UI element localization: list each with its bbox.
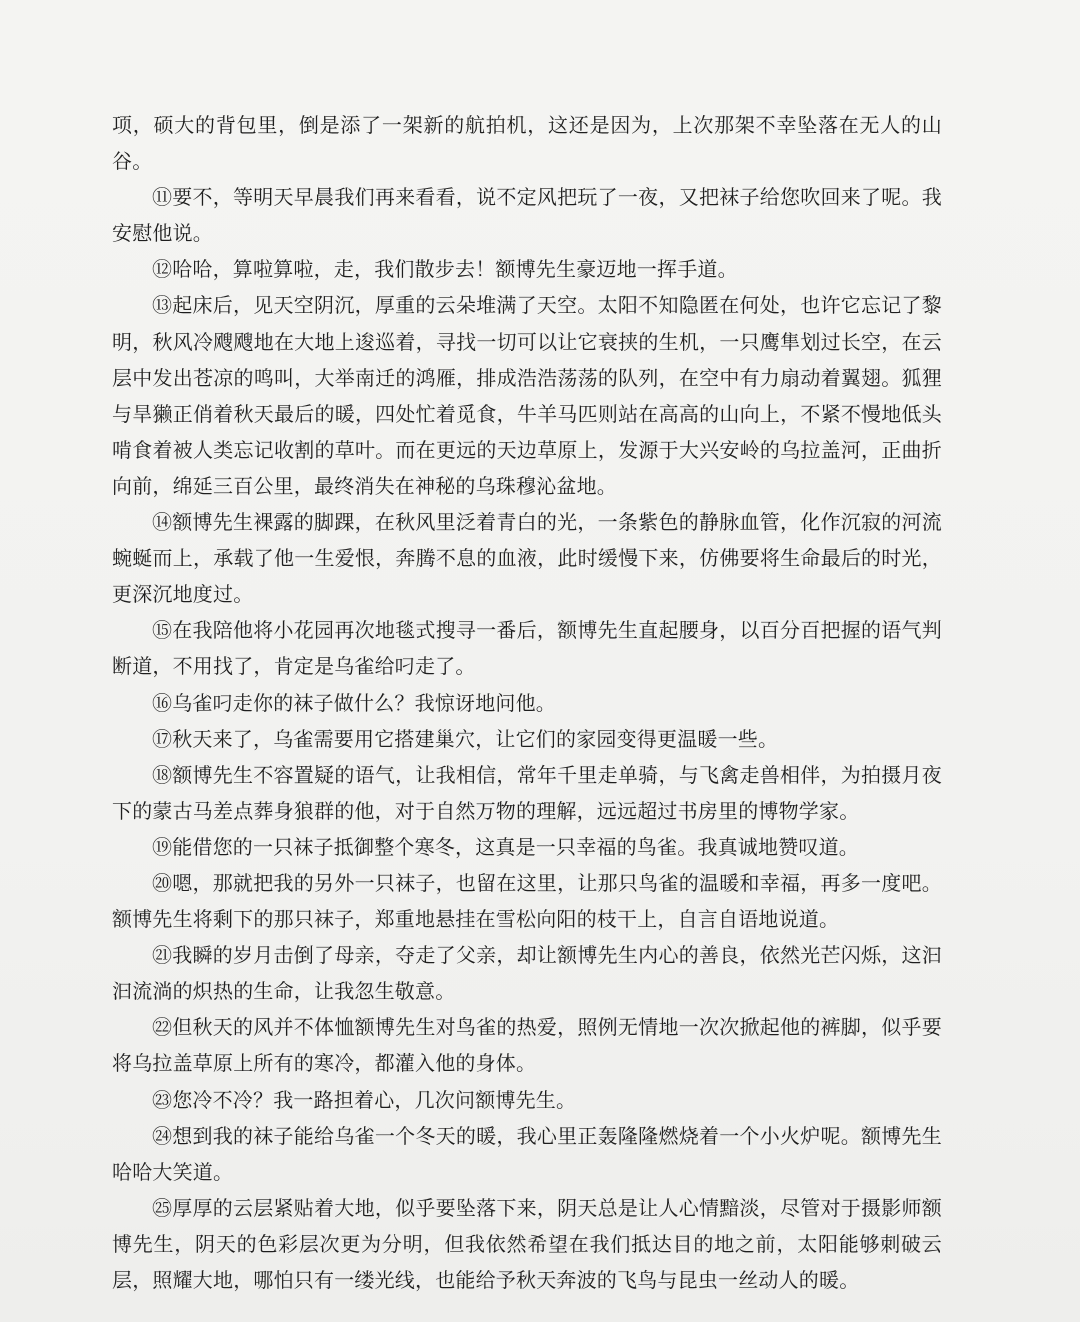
paragraph-24: ㉔想到我的袜子能给乌雀一个冬天的暖，我心里正轰隆隆燃烧着一个小火炉呢。额博先生哈哈大笑道。 <box>112 1123 942 1184</box>
paragraph-12: ⑫哈哈，算啦算啦，走，我们散步去！额博先生豪迈地一挥手道。 <box>152 257 738 282</box>
paragraph-20: ⑳嗯，那就把我的另外一只袜子，也留在这里，让那只鸟雀的温暖和幸福，再多一度吧。额博先生将剩下的那只袜子，郑重地悬挂在雪松向阳的枝干上，自言自语地说道。 <box>112 870 942 932</box>
text-column <box>112 107 942 1298</box>
paragraph-19: ⑲能借您的一只袜子抵御整个寒冬，这真是一只幸福的鸟雀。我真诚地赞叹道。 <box>152 834 859 859</box>
paragraph-13: ⑬起床后，见天空阴沉，厚重的云朵堆满了天空。太阳不知隐匿在何处，也许它忘记了黎明，秋风冷飕飕地在大地上逡巡着，寻找一切可以让它衰挟的生机，一只鹰隼划过长空，在云层中发出苍凉的鸣叫，大举南迁的鸿雁，排成浩浩荡荡的队列，在空中有力扇动着翼翅。狐狸与旱獭正俏着秋天最后的暖，四处忙着觅食，牛羊马匹则站在高高的山向上，不紧不慢地低头啃食着被人类忘记收割的草叶。而在更远的天边草原上，发源于大兴安岭的乌拉盖河，正曲折向前，绵延三百公里，最终消失在神秘的乌珠穆沁盆地。 <box>112 293 942 498</box>
paragraph-continuation: 项，硕大的背包里，倒是添了一架新的航拍机，这还是因为，上次那架不幸坠落在无人的山谷。 <box>112 113 942 174</box>
paragraph-14: ⑭额博先生裸露的脚踝，在秋风里泛着青白的光，一条紫色的静脉血管，化作沉寂的河流蜿蜒而上，承载了他一生爱恨，奔腾不息的血液，此时缓慢下来，仿佛要将生命最后的时光，更深沉地度过。 <box>112 510 942 607</box>
paragraph-23: ㉓您冷不冷？我一路担着心，几次问额博先生。 <box>152 1087 577 1112</box>
paragraph-15: ⑮在我陪他将小花园再次地毯式搜寻一番后，额博先生直起腰身，以百分百把握的语气判断道，不用找了，肯定是乌雀给叼走了。 <box>112 618 942 679</box>
paragraph-17: ⑰秋天来了，乌雀需要用它搭建巢穴，让它们的家园变得更温暖一些。 <box>152 726 779 751</box>
paragraph-16: ⑯乌雀叼走你的袜子做什么？我惊讶地问他。 <box>152 690 556 715</box>
paragraph-21: ㉑我瞬的岁月击倒了母亲，夺走了父亲，却让额博先生内心的善良，依然光芒闪烁，这汩汩流淌的炽热的生命，让我忽生敬意。 <box>112 943 942 1004</box>
paragraph-22: ㉒但秋天的风并不体恤额博先生对鸟雀的热爱，照例无情地一次次掀起他的裤脚，似乎要将乌拉盖草原上所有的寒冷，都灌入他的身体。 <box>112 1015 942 1076</box>
paragraph-11: ⑪要不，等明天早晨我们再来看看，说不定风把玩了一夜，又把袜子给您吹回来了呢。我安慰他说。 <box>112 185 942 246</box>
paragraph-18: ⑱额博先生不容置疑的语气，让我相信，常年千里走单骑，与飞禽走兽相伴，为拍摄月夜下的蒙古马差点葬身狼群的他，对于自然万物的理解，远远超过书房里的博物学家。 <box>112 762 942 823</box>
paragraph-25: ㉕厚厚的云层紧贴着大地，似乎要坠落下来，阴天总是让人心情黯淡，尽管对于摄影师额博先生，阴天的色彩层次更为分明，但我依然希望在我们抵达目的地之前，太阳能够刺破云层，照耀大地，哪怕只有一缕光线，也能给予秋天奔波的飞鸟与昆虫一丝动人的暖。 <box>112 1195 942 1292</box>
